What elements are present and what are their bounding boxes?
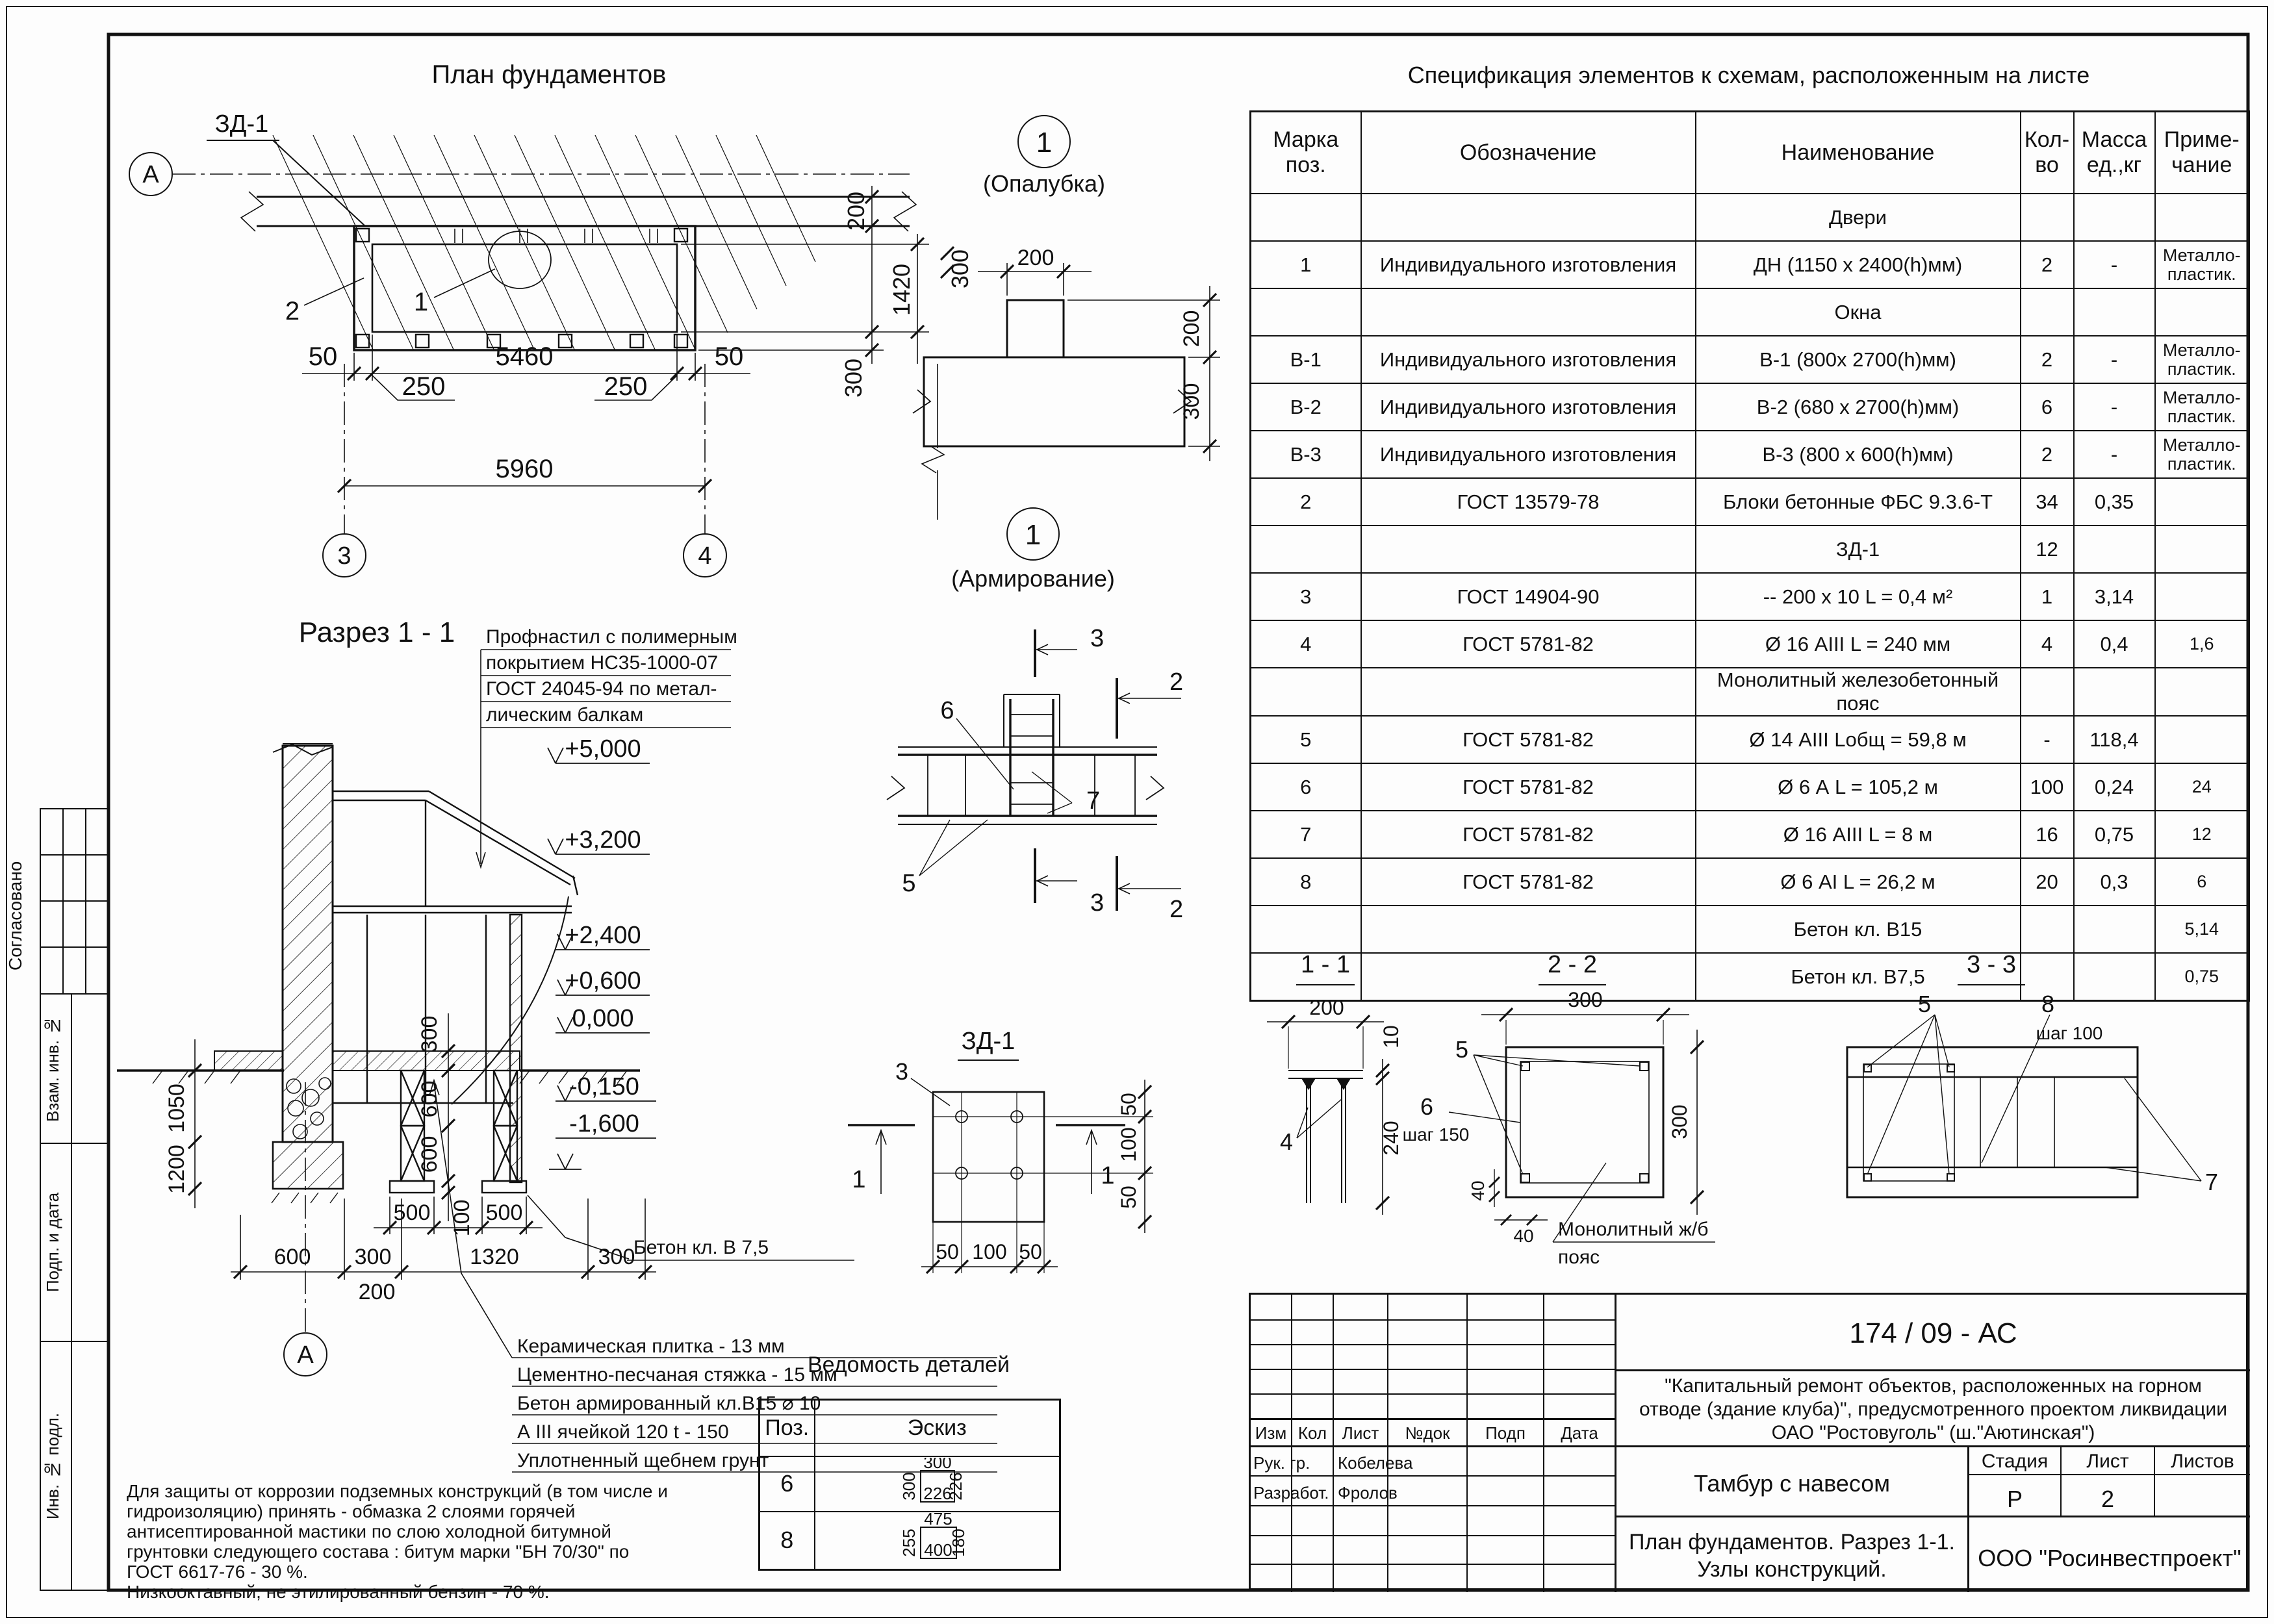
spec-cell: В-3 bbox=[1251, 431, 1361, 478]
plan-axis-4: 4 bbox=[698, 542, 712, 570]
spec-cell: Индивидуального изготовления bbox=[1361, 241, 1696, 288]
spec-cell: В-2 (680 х 2700(h)мм) bbox=[1696, 383, 2021, 431]
spec-cell: ГОСТ 5781-82 bbox=[1361, 620, 1696, 668]
s22-title: 2 - 2 bbox=[1547, 951, 1598, 978]
spec-cell: 6 bbox=[1251, 763, 1361, 811]
spec-cell: Металло-пластик. bbox=[2155, 336, 2249, 383]
s22-callout-5: 5 bbox=[1455, 1036, 1469, 1063]
tb-ruk-gr: Рук. гр. bbox=[1253, 1453, 1310, 1473]
spec-row bbox=[1251, 763, 2249, 811]
spec-cell: 5 bbox=[1251, 716, 1361, 763]
vedomost-sketch-6 bbox=[815, 1456, 1060, 1512]
sec-axis-a: А bbox=[297, 1341, 314, 1369]
plan-dim-50r: 50 bbox=[714, 342, 744, 371]
elev-5000: +5,000 bbox=[565, 735, 641, 763]
spec-cell: 1 bbox=[1251, 241, 1361, 288]
spec-cell: Металло-пластик. bbox=[2155, 241, 2249, 288]
s22-dim-300r: 300 bbox=[1668, 1104, 1691, 1139]
spec-cell bbox=[2021, 194, 2074, 241]
spec-header-primechanie: Приме- чание bbox=[2155, 112, 2249, 194]
tb-kobeleva: Кобелева bbox=[1338, 1453, 1413, 1473]
spec-cell: 6 bbox=[2155, 858, 2249, 906]
plan-dim-300b: 300 bbox=[840, 358, 867, 398]
spec-table bbox=[1249, 110, 2250, 1002]
sec-dim-100: 100 bbox=[450, 1199, 474, 1237]
fw-num: 1 bbox=[1036, 127, 1053, 159]
spec-cell: 5,14 bbox=[2155, 906, 2249, 953]
spec-cell: ГОСТ 5781-82 bbox=[1361, 858, 1696, 906]
note-line: ГОСТ 6617-76 - 30 %. bbox=[127, 1562, 308, 1582]
floor-layer-3: Бетон армированный кл.В15 ⌀ 10 bbox=[517, 1393, 821, 1414]
re-mark-2t: 2 bbox=[1169, 668, 1184, 696]
zd-dim-r50b: 50 bbox=[1117, 1186, 1140, 1209]
note-line: грунтовки следующего состава : битум марки "БН 70/30" по bbox=[127, 1542, 630, 1562]
sidebar-vzam-inv: Взам. инв. № bbox=[43, 1015, 62, 1122]
spec-cell: 1,6 bbox=[2155, 620, 2249, 668]
spec-cell: 100 bbox=[2021, 763, 2074, 811]
vedomost-table bbox=[758, 1399, 1061, 1571]
spec-header-naimenovanie: Наименование bbox=[1696, 112, 2021, 194]
re-mark-2b: 2 bbox=[1169, 896, 1184, 923]
zd-mark-1l: 1 bbox=[852, 1166, 866, 1193]
elev-m0150: -0,150 bbox=[569, 1073, 639, 1100]
floor-layer-4: А III ячейкой 120 t - 150 bbox=[517, 1421, 729, 1443]
plan-dim-5460: 5460 bbox=[495, 342, 554, 371]
vedomost-pos-8: 8 bbox=[760, 1512, 815, 1570]
fw-dim-200t: 200 bbox=[1017, 246, 1054, 270]
plan-dim-50l: 50 bbox=[308, 342, 338, 371]
spec-cell: ЗД-1 bbox=[1696, 526, 2021, 573]
tb-doc-number: 174 / 09 - АС bbox=[1849, 1317, 2017, 1349]
vedomost-title: Ведомость деталей bbox=[807, 1352, 1010, 1377]
note-line: гидроизоляцию) принять - обмазка 2 слоями горячей bbox=[127, 1501, 576, 1521]
spec-cell: 7 bbox=[1251, 811, 1361, 858]
spec-cell bbox=[1251, 194, 1361, 241]
spec-header-massa: Масса ед.,кг bbox=[2074, 112, 2155, 194]
plan-zd1-label: ЗД-1 bbox=[214, 110, 269, 138]
spec-cell bbox=[2155, 668, 2249, 716]
spec-cell bbox=[1251, 526, 1361, 573]
spec-cell: 12 bbox=[2155, 811, 2249, 858]
tb-frolov: Фролов bbox=[1338, 1483, 1398, 1503]
spec-cell: 2 bbox=[2021, 431, 2074, 478]
spec-cell: 8 bbox=[1251, 858, 1361, 906]
beton-b75-label: Бетон кл. В 7,5 bbox=[633, 1237, 769, 1258]
spec-header-kolvo: Кол- во bbox=[2021, 112, 2074, 194]
s11-title: 1 - 1 bbox=[1300, 951, 1351, 978]
section-1-1 bbox=[117, 616, 997, 1472]
spec-row bbox=[1251, 906, 2249, 953]
spec-row bbox=[1251, 288, 2249, 336]
tb-listov-header: Листов bbox=[2171, 1451, 2234, 1472]
spec-cell bbox=[2155, 194, 2249, 241]
zd-title: ЗД-1 bbox=[961, 1028, 1016, 1055]
spec-cell: 118,4 bbox=[2074, 716, 2155, 763]
foundation-plan bbox=[129, 60, 973, 577]
spec-cell bbox=[1251, 668, 1361, 716]
spec-cell: 0,75 bbox=[2074, 811, 2155, 858]
spec-cell: 2 bbox=[1251, 478, 1361, 526]
spec-cell: В-1 (800х 2700(h)мм) bbox=[1696, 336, 2021, 383]
spec-cell bbox=[2074, 288, 2155, 336]
plan-axis-3: 3 bbox=[337, 542, 351, 570]
sketch6-dim-left: 300 bbox=[899, 1471, 919, 1501]
sketch8-dim-left: 255 bbox=[899, 1528, 919, 1557]
plan-dim-250l: 250 bbox=[402, 372, 446, 401]
spec-cell bbox=[2074, 953, 2155, 1001]
plan-dim-5960: 5960 bbox=[495, 455, 554, 483]
s11-dim-10: 10 bbox=[1379, 1025, 1403, 1048]
spec-cell: ГОСТ 13579-78 bbox=[1361, 478, 1696, 526]
spec-cell: ГОСТ 5781-82 bbox=[1361, 716, 1696, 763]
spec-cell: Окна bbox=[1696, 288, 2021, 336]
note-line: Для защиты от коррозии подземных конструкций (в том числе и bbox=[127, 1481, 668, 1501]
spec-cell: ГОСТ 5781-82 bbox=[1361, 763, 1696, 811]
spec-cell: 0,3 bbox=[2074, 858, 2155, 906]
spec-cell: В-2 bbox=[1251, 383, 1361, 431]
re-mark-3b: 3 bbox=[1090, 889, 1105, 917]
zd-dim-r50a: 50 bbox=[1117, 1093, 1140, 1116]
plan-dim-200: 200 bbox=[843, 191, 869, 231]
vedomost-sketch-8 bbox=[815, 1512, 1060, 1570]
spec-cell: 24 bbox=[2155, 763, 2249, 811]
spec-cell: Блоки бетонные ФБС 9.3.6-Т bbox=[1696, 478, 2021, 526]
tb-project-line1: "Капитальный ремонт объектов, расположенных на горном bbox=[1665, 1375, 2202, 1397]
spec-cell bbox=[1251, 953, 1361, 1001]
spec-cell: -- 200 х 10 L = 0,4 м² bbox=[1696, 573, 2021, 620]
spec-cell bbox=[1361, 906, 1696, 953]
spec-cell: 2 bbox=[2021, 241, 2074, 288]
spec-header-oboznachenie: Обозначение bbox=[1361, 112, 1696, 194]
tb-col-data: Дата bbox=[1561, 1423, 1598, 1443]
spec-cell: 4 bbox=[2021, 620, 2074, 668]
sketch8-dim-bottom: 400 bbox=[924, 1540, 952, 1560]
plan-dim-250r: 250 bbox=[604, 372, 648, 401]
spec-cell: Ø 6 АI L = 26,2 м bbox=[1696, 858, 2021, 906]
vedomost-header-eskiz: Эскиз bbox=[815, 1400, 1060, 1456]
sketch8-dim-right: 180 bbox=[949, 1528, 969, 1557]
tb-col-izm: Изм bbox=[1255, 1423, 1287, 1443]
zd-dim-b100: 100 bbox=[972, 1240, 1007, 1263]
sec-dim-1050: 1050 bbox=[164, 1084, 189, 1133]
s22-dim-40v: 40 bbox=[1468, 1180, 1488, 1201]
fw-dim-300: 300 bbox=[1179, 383, 1204, 420]
s22-step-150: шаг 150 bbox=[1402, 1124, 1470, 1145]
sec-dim-b300a: 300 bbox=[354, 1245, 392, 1269]
sidebar-inv-podl: Инв. № подл. bbox=[43, 1412, 62, 1519]
tb-list-value: 2 bbox=[2101, 1486, 2115, 1512]
spec-cell: 0,75 bbox=[2155, 953, 2249, 1001]
re-callout-7: 7 bbox=[1086, 787, 1101, 815]
s22-label-1: Монолитный ж/б bbox=[1558, 1219, 1709, 1240]
sec-dim-b200: 200 bbox=[358, 1280, 396, 1304]
sketch6-dim-right: 226 bbox=[946, 1471, 966, 1501]
spec-cell bbox=[1251, 906, 1361, 953]
elev-m1600: -1,600 bbox=[569, 1110, 639, 1137]
tb-content-line2: Узлы конструкций. bbox=[1697, 1557, 1887, 1582]
sec-dim-1200: 1200 bbox=[164, 1145, 189, 1194]
s33-callout-7: 7 bbox=[2204, 1169, 2219, 1195]
spec-cell: Индивидуального изготовления bbox=[1361, 431, 1696, 478]
plan-dim-300a: 300 bbox=[947, 249, 973, 289]
spec-cell: Индивидуального изготовления bbox=[1361, 336, 1696, 383]
note-line: антисептированной мастики по слою холодной битумной bbox=[127, 1521, 611, 1542]
note-line: Низкооктавный, не этилированный бензин - 70 %. bbox=[127, 1582, 550, 1602]
detail-reinforcement bbox=[887, 508, 1183, 923]
spec-cell: Ø 16 АIII L = 8 м bbox=[1696, 811, 2021, 858]
roof-note-1: Профнастил с полимерным bbox=[486, 626, 737, 648]
spec-cell bbox=[1361, 288, 1696, 336]
spec-cell: 0,24 bbox=[2074, 763, 2155, 811]
spec-cell bbox=[2021, 668, 2074, 716]
spec-row bbox=[1251, 620, 2249, 668]
spec-cell bbox=[2155, 526, 2249, 573]
sec-dim-600a: 600 bbox=[417, 1080, 442, 1118]
spec-cell bbox=[2021, 953, 2074, 1001]
spec-cell: ДН (1150 х 2400(h)мм) bbox=[1696, 241, 2021, 288]
sec-dim-b600: 600 bbox=[274, 1245, 311, 1269]
spec-row bbox=[1251, 241, 2249, 288]
spec-cell: 34 bbox=[2021, 478, 2074, 526]
tb-stadia-value: Р bbox=[2006, 1486, 2023, 1512]
sidebar-podp-data: Подп. и дата bbox=[43, 1192, 62, 1293]
fw-caption: (Опалубка) bbox=[982, 170, 1106, 197]
spec-cell bbox=[2074, 194, 2155, 241]
s11-callout-4: 4 bbox=[1279, 1128, 1294, 1155]
s22-dim-40h: 40 bbox=[1513, 1226, 1534, 1246]
spec-cell: Металло-пластик. bbox=[2155, 383, 2249, 431]
tb-project-line2: отводе (здание клуба)", предусмотренного проектом ликвидации bbox=[1639, 1399, 2228, 1420]
zd-dim-r100: 100 bbox=[1117, 1127, 1140, 1162]
spec-cell bbox=[2155, 288, 2249, 336]
spec-row bbox=[1251, 573, 2249, 620]
tb-col-ndok: №док bbox=[1405, 1423, 1450, 1443]
spec-cell bbox=[1361, 953, 1696, 1001]
spec-cell: 4 bbox=[1251, 620, 1361, 668]
spec-cell: 3,14 bbox=[2074, 573, 2155, 620]
spec-row bbox=[1251, 953, 2249, 1001]
elev-3200: +3,200 bbox=[565, 826, 641, 854]
spec-cell bbox=[2155, 573, 2249, 620]
plan-dim-1420: 1420 bbox=[888, 263, 915, 316]
s33-callout-5: 5 bbox=[1917, 991, 1932, 1017]
spec-cell: 16 bbox=[2021, 811, 2074, 858]
spec-row bbox=[1251, 858, 2249, 906]
spec-cell bbox=[2155, 478, 2249, 526]
spec-row bbox=[1251, 336, 2249, 383]
spec-cell: Ø 16 АIII L = 240 мм bbox=[1696, 620, 2021, 668]
zd-dim-b50a: 50 bbox=[936, 1240, 959, 1263]
tb-col-kol: Кол bbox=[1297, 1423, 1327, 1443]
plan-callout-1: 1 bbox=[413, 288, 429, 316]
corrosion-notes bbox=[127, 1481, 750, 1602]
tb-list-header: Лист bbox=[2086, 1451, 2129, 1472]
spec-cell: Металло-пластик. bbox=[2155, 431, 2249, 478]
zd-mark-1r: 1 bbox=[1101, 1162, 1115, 1189]
s11-dim-240: 240 bbox=[1379, 1121, 1403, 1156]
spec-cell bbox=[2074, 668, 2155, 716]
zd-callout-3: 3 bbox=[895, 1058, 909, 1085]
s33-step-100: шаг 100 bbox=[2036, 1023, 2103, 1043]
tb-stadia-header: Стадия bbox=[1981, 1451, 2049, 1472]
spec-cell: 3 bbox=[1251, 573, 1361, 620]
roof-note-2: покрытием НС35-1000-07 bbox=[486, 652, 719, 674]
spec-cell: 1 bbox=[2021, 573, 2074, 620]
re-num: 1 bbox=[1025, 519, 1041, 551]
sketch6-dim-top: 300 bbox=[923, 1457, 952, 1472]
fw-dim-200r: 200 bbox=[1179, 310, 1204, 348]
spec-cell: Индивидуального изготовления bbox=[1361, 383, 1696, 431]
vedomost-header-pos: Поз. bbox=[760, 1400, 815, 1456]
spec-row bbox=[1251, 478, 2249, 526]
tb-col-podp: Подп bbox=[1485, 1423, 1526, 1443]
sec-dim-300: 300 bbox=[417, 1015, 442, 1053]
spec-row bbox=[1251, 811, 2249, 858]
spec-cell: 0,4 bbox=[2074, 620, 2155, 668]
plan-axis-a: А bbox=[142, 161, 159, 188]
roof-note-4: лическим балкам bbox=[486, 704, 644, 726]
tb-organization: ООО "Росинвестпроект" bbox=[1978, 1545, 2242, 1571]
spec-cell bbox=[1361, 526, 1696, 573]
floor-layer-5: Уплотненный щебнем грунт bbox=[517, 1450, 769, 1471]
spec-row bbox=[1251, 194, 2249, 241]
tb-col-list: Лист bbox=[1342, 1423, 1379, 1443]
s22-dim-300t: 300 bbox=[1568, 988, 1603, 1011]
detail-zd1 bbox=[848, 1028, 1153, 1273]
spec-cell bbox=[2021, 288, 2074, 336]
spec-cell: - bbox=[2074, 383, 2155, 431]
spec-cell: Ø 6 А L = 105,2 м bbox=[1696, 763, 2021, 811]
floor-layer-2: Цементно-песчаная стяжка - 15 мм bbox=[517, 1364, 837, 1386]
spec-cell bbox=[2074, 526, 2155, 573]
s33-callout-8: 8 bbox=[2041, 991, 2055, 1017]
elev-0600: +0,600 bbox=[565, 967, 641, 995]
spec-cell: 2 bbox=[2021, 336, 2074, 383]
spec-row bbox=[1251, 526, 2249, 573]
spec-title: Спецификация элементов к схемам, расположенным на листе bbox=[1407, 62, 2090, 88]
tb-content-line1: План фундаментов. Разрез 1-1. bbox=[1629, 1530, 1955, 1554]
sketch6-dim-bottom: 226 bbox=[923, 1483, 952, 1503]
tb-project-line3: ОАО "Ростовуголь" (ш."Аютинская") bbox=[1771, 1422, 2095, 1443]
spec-cell: 12 bbox=[2021, 526, 2074, 573]
spec-cell: 6 bbox=[2021, 383, 2074, 431]
spec-cell bbox=[2074, 906, 2155, 953]
spec-row bbox=[1251, 431, 2249, 478]
spec-cell: Бетон кл. В7,5 bbox=[1696, 953, 2021, 1001]
sec-dim-b300b: 300 bbox=[598, 1245, 635, 1269]
title-block bbox=[1249, 1293, 2248, 1590]
s33-title: 3 - 3 bbox=[1966, 951, 2017, 978]
spec-row bbox=[1251, 716, 2249, 763]
elev-0000: 0,000 bbox=[572, 1005, 634, 1032]
spec-cell: 0,35 bbox=[2074, 478, 2155, 526]
sec-dim-500a: 500 bbox=[393, 1200, 431, 1225]
spec-cell: - bbox=[2074, 241, 2155, 288]
re-callout-5: 5 bbox=[902, 870, 916, 897]
spec-cell bbox=[2021, 906, 2074, 953]
spec-cell bbox=[1251, 288, 1361, 336]
spec-cell bbox=[2155, 716, 2249, 763]
plan-callout-2: 2 bbox=[285, 297, 300, 325]
spec-cell: Ø 14 АIII Lобщ = 59,8 м bbox=[1696, 716, 2021, 763]
spec-cell: - bbox=[2074, 336, 2155, 383]
zd-dim-b50b: 50 bbox=[1019, 1240, 1042, 1263]
spec-cell: ГОСТ 5781-82 bbox=[1361, 811, 1696, 858]
spec-cell: - bbox=[2074, 431, 2155, 478]
tb-object: Тамбур с навесом bbox=[1693, 1470, 1890, 1497]
re-mark-3t: 3 bbox=[1090, 625, 1105, 652]
re-callout-6: 6 bbox=[940, 697, 954, 724]
s22-label-2: пояс bbox=[1558, 1247, 1600, 1268]
sidebar-soglasovano: Согласовано bbox=[5, 861, 25, 971]
spec-cell: Монолитный железобетонный пояс bbox=[1696, 668, 2021, 716]
elev-2400: +2,400 bbox=[565, 922, 641, 949]
s11-dim-200: 200 bbox=[1309, 996, 1344, 1019]
spec-cell: ГОСТ 14904-90 bbox=[1361, 573, 1696, 620]
sec-dim-500b: 500 bbox=[485, 1200, 523, 1225]
spec-cell: В-1 bbox=[1251, 336, 1361, 383]
sec-dim-b1320: 1320 bbox=[470, 1245, 519, 1269]
spec-row bbox=[1251, 383, 2249, 431]
vedomost-pos-6: 6 bbox=[760, 1456, 815, 1512]
spec-cell: - bbox=[2021, 716, 2074, 763]
s22-callout-6: 6 bbox=[1420, 1093, 1434, 1120]
spec-header-marka: Марка поз. bbox=[1251, 112, 1361, 194]
spec-cell: Двери bbox=[1696, 194, 2021, 241]
spec-cell: 20 bbox=[2021, 858, 2074, 906]
sketch8-dim-top: 475 bbox=[924, 1512, 952, 1529]
plan-title: План фундаментов bbox=[431, 60, 667, 89]
section-title: Разрез 1 - 1 bbox=[298, 616, 455, 648]
floor-layer-1: Керамическая плитка - 13 мм bbox=[517, 1336, 785, 1357]
spec-header-row bbox=[1251, 112, 2249, 194]
spec-cell bbox=[1361, 194, 1696, 241]
re-caption: (Армирование) bbox=[951, 565, 1115, 592]
spec-cell: В-3 (800 х 600(h)мм) bbox=[1696, 431, 2021, 478]
spec-cell bbox=[1361, 668, 1696, 716]
tb-razrabot: Разработ. bbox=[1253, 1483, 1329, 1503]
roof-note-3: ГОСТ 24045-94 по метал- bbox=[486, 678, 717, 700]
spec-cell: Бетон кл. В15 bbox=[1696, 906, 2021, 953]
sec-dim-600b: 600 bbox=[417, 1136, 442, 1173]
spec-row bbox=[1251, 668, 2249, 716]
